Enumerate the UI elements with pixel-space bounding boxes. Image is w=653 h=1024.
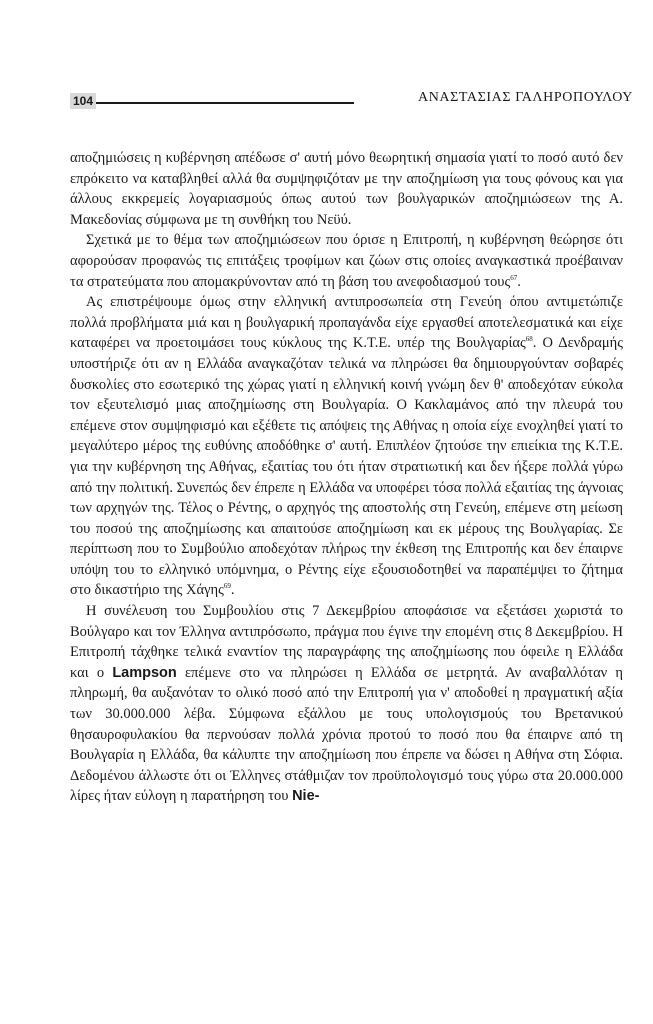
page-header (0, 0, 653, 120)
footnote-marker: 69 (223, 582, 231, 591)
paragraph-text: επέμενε στο να πληρώσει η Ελλάδα σε μετρητά. Αν αναβαλλόταν η πληρωμή, θα αυξανόταν το ολικό ποσό από την Επιτροπή για ν' αποδοθεί η πραγματική αξία των 30.000.000 λέβα. Σύμφωνα εξάλλου με τους υπολογισμούς του Βρετανικού θησαυροφυλακίου θα περνούσαν πολλά χρόνια προτού το ποσό που θα έπαιρνε από τη Βουλγαρία η Ελλάδα, θα κάλυπτε την αποζημίωση που έπρεπε να δώσει η Αθήνα στη Σόφια. Δεδομένου άλλωστε ότι οι Έλληνες στάθμιζαν τον προϋπολογισμό τους γύρω στα 20.000.000 λίρες ήταν εύλογη η παρατήρηση του (70, 664, 623, 805)
paragraph (70, 601, 623, 807)
paragraph (70, 148, 623, 230)
paragraph-text: . Ο Δενδραμής υποστήριζε ότι αν η Ελλάδα αναγκαζόταν τελικά να πληρώσει θα δημιουργούνταν σοβαρές δυσκολίες στο εσωτερικό της χώρας γιατί η ελληνική κοινή γνώμη δεν θ' αποδεχόταν εύκολα τον εξευτελισμό μιας αποζημίωσης στη Βουλγαρία. Ο Κακλαμάνος από την πλευρά του επέμενε στον συμψηφισμό και εξέθετε τις απόψεις της Αθήνας η οποία είχε ενοχληθεί γιατί το μεγαλύτερο μέρος της ευθύνης αποδόθηκε σ' αυτή. Επιπλέον ζητούσε την επιείκια της Κ.Τ.Ε. για την κυβέρνηση της Αθήνας, εξαιτίας του ότι ήταν στρατιωτική και δεν ήξερε πολλά γύρω από την πολιτική. Συνεπώς δεν έπρεπε η Ελλάδα να υποφέρει τόσα πολλά εξαιτίας της άγνοιας των αρχηγών της. Τέλος ο Ρέντης, ο αρχηγός της αποστολής στη Γενεύη, επέμενε στη μείωση του ποσού της αποζημίωσης και απαιτούσε αποζημίωση και εκ μέρους της Βουλγαρίας. Σε περίπτωση που το Συμβούλιο αποδεχόταν πλήρως την έκθεση της Επιτροπής και δεν έπαιρνε υπόψη του το ελληνικό υπόμνημα, ο Ρέντης είχε εξουσιοδοτηθεί να παραπέμψει το ζήτημα στο δικαστήριο της Χάγης (70, 335, 623, 599)
running-head: ΑΝΑΣΤΑΣΙΑΣ ΓΑΛΗΡΟΠΟΥΛΟΥ (418, 90, 634, 105)
paragraph-text: Ας επιστρέψουμε όμως στην ελληνική αντιπροσωπεία στη Γενεύη όπου αντιμετώπιζε πολλά προβλήματα μιά και η βουλγαρική προπαγάνδα είχε εργασθεί αποτελεσματικά και είχε καταφέρει να προετοιμάσει τους κύκλους της Κ.Τ.Ε. υπέρ της Βουλγαρίας (70, 294, 623, 352)
name-emphasis: Lampson (112, 664, 177, 681)
paragraph-text: αποζημιώσεις η κυβέρνηση απέδωσε σ' αυτή μόνο θεωρητική σημασία γιατί το ποσό αυτό δεν επρόκειτο να καταβληθεί αλλά θα συμψηφιζόταν με την αποζημίωση για τους φόνους και για άλλους εκκρεμείς λογαριασμούς όπως αυτού των βουλγαρικών αποζημιώσεων της Α. Μακεδονίας σύμφωνα με τη συνθήκη του Νεϋύ. (70, 150, 623, 228)
paragraph-text: Η συνέλευση του Συμβουλίου στις 7 Δεκεμβρίου αποφάσισε να εξετάσει χωριστά το Βούλγαρο και τον Έλληνα αντιπρόσωπο, πράγμα που έγινε την επομένη στις 8 Δεκεμβρίου. Η Επιτροπή τάχθηκε τελικά εναντίον της παραγράφης της αποζημίωσης που όφειλε η Ελλάδα και ο (70, 603, 623, 681)
page-number: 104 (70, 93, 96, 109)
paragraph-text: . (230, 582, 235, 599)
footnote-marker: 67 (510, 273, 518, 282)
paragraph-text: Σχετικά με το θέμα των αποζημιώσεων που όρισε η Επιτροπή, η κυβέρνηση θεώρησε ότι αφορούσαν προφανώς τις επιτάξεις τροφίμων και ζώων στις οποίες αναγκαστικά προέβαιναν τα στρατεύματα που απομακρύνονταν από τη βάση του ανεφοδιασμού τους (70, 232, 623, 290)
body-text (70, 148, 623, 807)
paragraph (70, 230, 623, 292)
name-emphasis: Nie- (292, 788, 320, 805)
paragraph (70, 292, 623, 601)
paragraph-text: . (517, 273, 521, 290)
footnote-marker: 68 (525, 335, 533, 344)
header-rule (96, 102, 354, 104)
